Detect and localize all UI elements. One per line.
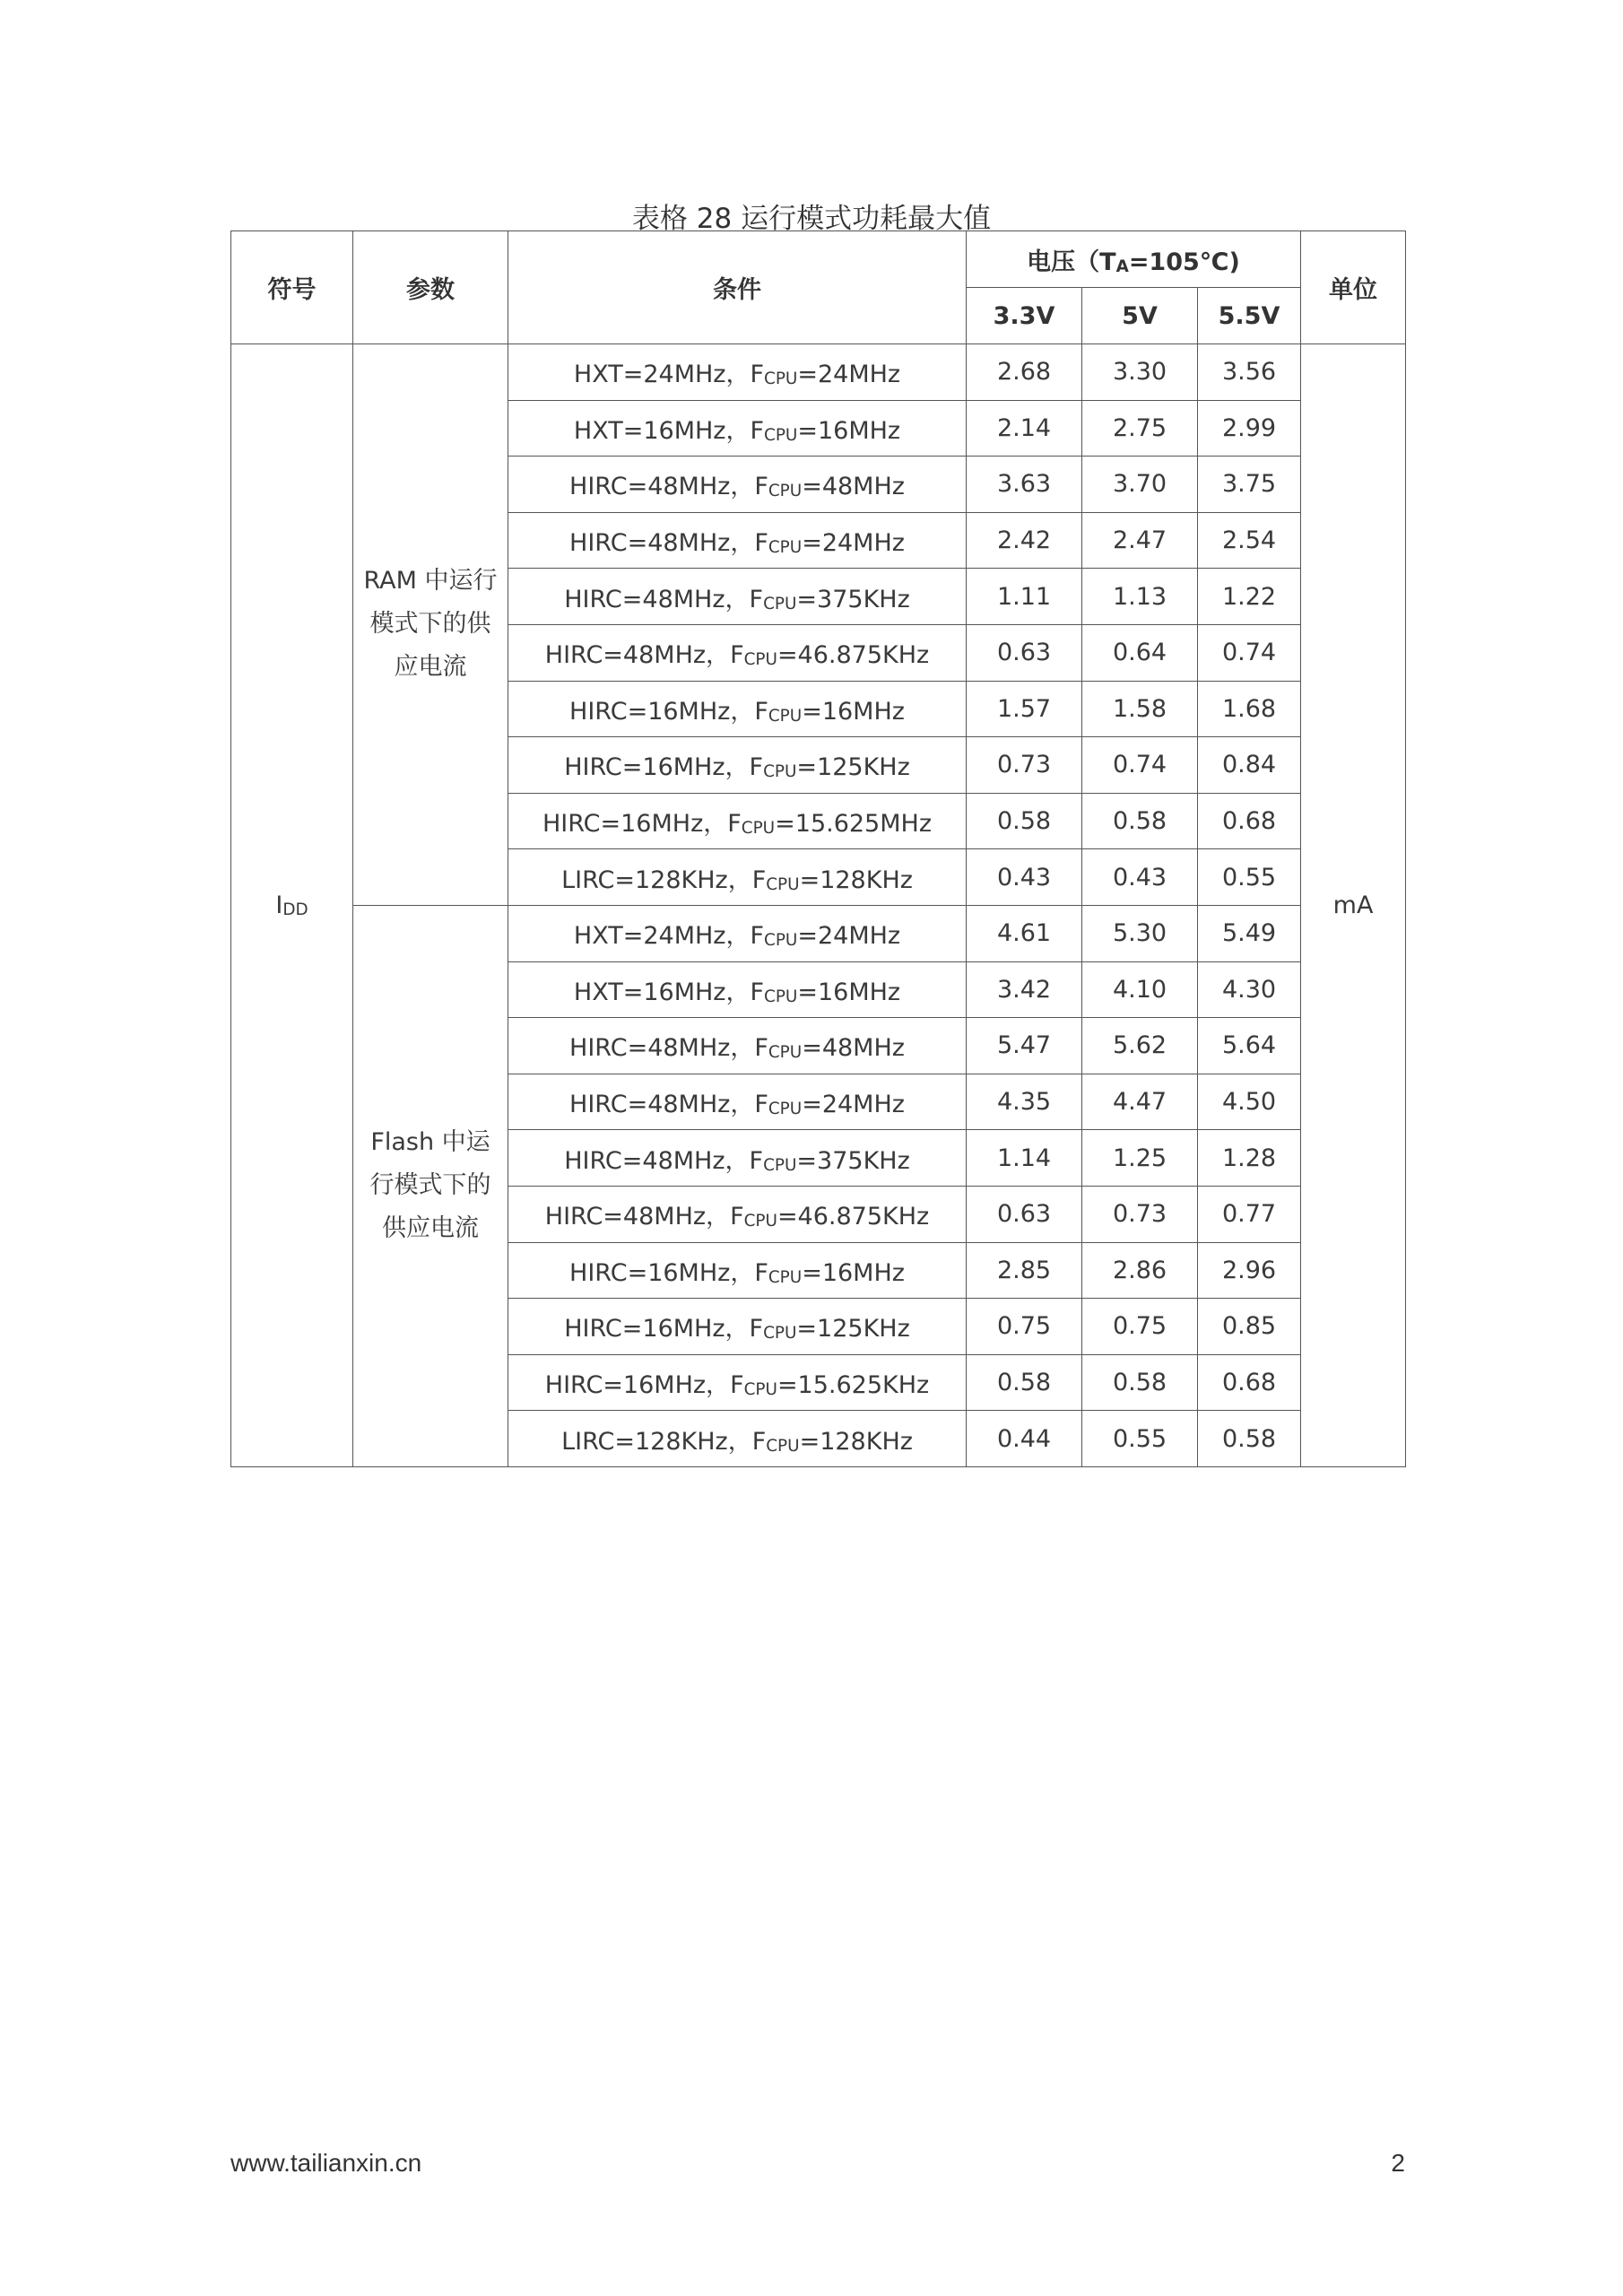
value-5v: 2.47 bbox=[1082, 512, 1198, 569]
value-5v: 5.30 bbox=[1082, 905, 1198, 961]
fcpu-label-sub: CPU bbox=[768, 1268, 803, 1287]
table-body bbox=[231, 344, 1406, 1467]
condition-cell bbox=[508, 512, 967, 569]
header-symbol: 符号 bbox=[231, 231, 353, 344]
value-3v3: 2.85 bbox=[967, 1242, 1082, 1299]
value-3v3: 0.58 bbox=[967, 1354, 1082, 1411]
value-5v5: 5.64 bbox=[1198, 1018, 1301, 1074]
fcpu-value: =375KHz bbox=[796, 585, 910, 613]
fcpu-value: =24MHz bbox=[802, 1091, 905, 1119]
table-row bbox=[231, 344, 1406, 401]
fcpu-value: =125KHz bbox=[796, 753, 910, 782]
fcpu-value: =125KHz bbox=[796, 1315, 910, 1344]
clock-source: HXT=16MHz， bbox=[573, 978, 751, 1006]
table-row bbox=[231, 905, 1406, 961]
condition-cell bbox=[508, 1186, 967, 1242]
value-5v: 0.58 bbox=[1082, 793, 1198, 849]
value-5v5: 3.75 bbox=[1198, 457, 1301, 513]
fcpu-value: =46.875KHz bbox=[777, 641, 930, 670]
clock-source: HIRC=16MHz， bbox=[564, 753, 750, 782]
clock-source: HXT=24MHz， bbox=[573, 922, 751, 951]
value-5v: 5.62 bbox=[1082, 1018, 1198, 1074]
condition-cell bbox=[508, 849, 967, 906]
condition-cell bbox=[508, 905, 967, 961]
fcpu-value: =48MHz bbox=[802, 473, 905, 501]
value-3v3: 0.43 bbox=[967, 849, 1082, 906]
value-5v: 0.55 bbox=[1082, 1411, 1198, 1467]
value-5v5: 0.68 bbox=[1198, 793, 1301, 849]
fcpu-label: F bbox=[727, 810, 742, 839]
fcpu-label-sub: CPU bbox=[763, 594, 797, 613]
value-5v: 0.75 bbox=[1082, 1299, 1198, 1355]
clock-source: HIRC=48MHz， bbox=[544, 1203, 731, 1231]
clock-source: HIRC=16MHz， bbox=[542, 810, 728, 839]
value-3v3: 0.63 bbox=[967, 1186, 1082, 1242]
fcpu-label: F bbox=[754, 1034, 768, 1063]
value-5v5: 0.77 bbox=[1198, 1186, 1301, 1242]
value-5v: 1.13 bbox=[1082, 569, 1198, 625]
fcpu-value: =16MHz bbox=[802, 1258, 905, 1287]
fcpu-label: F bbox=[750, 978, 764, 1006]
condition-cell bbox=[508, 1242, 967, 1299]
condition-cell bbox=[508, 681, 967, 737]
value-5v5: 0.85 bbox=[1198, 1299, 1301, 1355]
condition-cell bbox=[508, 1299, 967, 1355]
value-5v5: 4.30 bbox=[1198, 961, 1301, 1018]
fcpu-value: =48MHz bbox=[802, 1034, 905, 1063]
value-5v5: 0.84 bbox=[1198, 737, 1301, 794]
condition-cell bbox=[508, 1130, 967, 1187]
value-5v5: 3.56 bbox=[1198, 344, 1301, 401]
condition-cell bbox=[508, 1354, 967, 1411]
clock-source: HIRC=48MHz， bbox=[569, 1034, 755, 1063]
clock-source: HIRC=16MHz， bbox=[564, 1315, 750, 1344]
fcpu-label: F bbox=[750, 416, 764, 445]
fcpu-value: =16MHz bbox=[797, 416, 901, 445]
value-5v5: 4.50 bbox=[1198, 1074, 1301, 1130]
header-v33: 3.3V bbox=[967, 288, 1082, 344]
clock-source: HIRC=48MHz， bbox=[569, 473, 755, 501]
header-voltage-suffix: =105℃) bbox=[1128, 248, 1240, 276]
condition-cell bbox=[508, 569, 967, 625]
value-5v: 3.30 bbox=[1082, 344, 1198, 401]
value-5v5: 5.49 bbox=[1198, 905, 1301, 961]
fcpu-value: =15.625MHz bbox=[775, 810, 933, 839]
value-5v5: 0.55 bbox=[1198, 849, 1301, 906]
value-3v3: 2.42 bbox=[967, 512, 1082, 569]
value-3v3: 1.57 bbox=[967, 681, 1082, 737]
clock-source: HIRC=16MHz， bbox=[544, 1370, 731, 1399]
fcpu-label: F bbox=[754, 529, 768, 558]
fcpu-label-sub: CPU bbox=[768, 1043, 803, 1063]
fcpu-value: =16MHz bbox=[802, 697, 905, 726]
symbol-main: I bbox=[275, 891, 283, 919]
fcpu-label-sub: CPU bbox=[768, 707, 803, 726]
value-5v: 4.47 bbox=[1082, 1074, 1198, 1130]
fcpu-label-sub: CPU bbox=[768, 538, 803, 558]
value-5v: 1.25 bbox=[1082, 1130, 1198, 1187]
fcpu-label-sub: CPU bbox=[743, 1212, 777, 1231]
fcpu-value: =46.875KHz bbox=[777, 1203, 930, 1231]
header-v5: 5V bbox=[1082, 288, 1198, 344]
clock-source: HXT=16MHz， bbox=[573, 416, 751, 445]
condition-cell bbox=[508, 457, 967, 513]
table-caption: 表格 28 运行模式功耗最大值 bbox=[631, 203, 992, 235]
fcpu-label-sub: CPU bbox=[766, 1436, 800, 1456]
header-voltage bbox=[967, 231, 1301, 288]
parameter-label: RAM 中运行模式下的供应电流 bbox=[363, 567, 498, 682]
fcpu-label-sub: CPU bbox=[763, 1324, 797, 1344]
fcpu-label: F bbox=[754, 1258, 768, 1287]
header-parameter: 参数 bbox=[353, 231, 508, 344]
value-5v: 2.86 bbox=[1082, 1242, 1198, 1299]
fcpu-label-sub: CPU bbox=[766, 874, 800, 894]
value-5v: 0.43 bbox=[1082, 849, 1198, 906]
value-5v5: 2.96 bbox=[1198, 1242, 1301, 1299]
value-5v: 4.10 bbox=[1082, 961, 1198, 1018]
parameter-cell bbox=[353, 905, 508, 1466]
fcpu-label: F bbox=[730, 641, 744, 670]
condition-cell bbox=[508, 344, 967, 401]
footer-url: www.tailianxin.cn bbox=[230, 2149, 422, 2177]
value-3v3: 2.68 bbox=[967, 344, 1082, 401]
fcpu-label-sub: CPU bbox=[764, 987, 798, 1007]
fcpu-value: =24MHz bbox=[797, 922, 901, 951]
fcpu-label: F bbox=[754, 697, 768, 726]
value-5v: 0.64 bbox=[1082, 624, 1198, 681]
value-3v3: 0.63 bbox=[967, 624, 1082, 681]
header-v55: 5.5V bbox=[1198, 288, 1301, 344]
fcpu-label-sub: CPU bbox=[768, 1100, 803, 1119]
value-5v5: 0.68 bbox=[1198, 1354, 1301, 1411]
fcpu-label-sub: CPU bbox=[763, 762, 797, 782]
fcpu-label-sub: CPU bbox=[743, 1380, 777, 1400]
value-5v5: 2.99 bbox=[1198, 400, 1301, 457]
header-condition: 条件 bbox=[508, 231, 967, 344]
fcpu-value: =24MHz bbox=[802, 529, 905, 558]
clock-source: LIRC=128KHz， bbox=[561, 865, 752, 894]
value-5v: 1.58 bbox=[1082, 681, 1198, 737]
fcpu-label-sub: CPU bbox=[764, 931, 798, 951]
value-5v5: 1.68 bbox=[1198, 681, 1301, 737]
fcpu-label: F bbox=[730, 1203, 744, 1231]
header-voltage-sub: A bbox=[1115, 257, 1129, 276]
page-number: 2 bbox=[1391, 2149, 1405, 2177]
fcpu-label: F bbox=[749, 585, 764, 613]
fcpu-value: =128KHz bbox=[799, 1427, 913, 1456]
value-3v3: 0.73 bbox=[967, 737, 1082, 794]
condition-cell bbox=[508, 793, 967, 849]
value-3v3: 0.75 bbox=[967, 1299, 1082, 1355]
fcpu-label: F bbox=[749, 1146, 764, 1175]
condition-cell bbox=[508, 624, 967, 681]
value-5v5: 0.74 bbox=[1198, 624, 1301, 681]
clock-source: HIRC=48MHz， bbox=[569, 529, 755, 558]
clock-source: HIRC=16MHz， bbox=[569, 1258, 755, 1287]
clock-source: HIRC=48MHz， bbox=[544, 641, 731, 670]
value-5v: 0.74 bbox=[1082, 737, 1198, 794]
fcpu-label: F bbox=[754, 1091, 768, 1119]
fcpu-value: =24MHz bbox=[797, 361, 901, 389]
value-3v3: 5.47 bbox=[967, 1018, 1082, 1074]
fcpu-label: F bbox=[751, 1427, 767, 1456]
condition-cell bbox=[508, 400, 967, 457]
unit-cell: mA bbox=[1301, 344, 1406, 1467]
value-3v3: 3.42 bbox=[967, 961, 1082, 1018]
condition-cell bbox=[508, 1018, 967, 1074]
header-voltage-prefix: 电压（T bbox=[1027, 248, 1116, 276]
clock-source: HXT=24MHz， bbox=[573, 361, 751, 389]
value-3v3: 2.14 bbox=[967, 400, 1082, 457]
clock-source: HIRC=16MHz， bbox=[569, 697, 755, 726]
condition-cell bbox=[508, 961, 967, 1018]
parameter-cell bbox=[353, 344, 508, 906]
clock-source: HIRC=48MHz， bbox=[564, 1146, 750, 1175]
value-5v5: 0.58 bbox=[1198, 1411, 1301, 1467]
condition-cell bbox=[508, 1411, 967, 1467]
fcpu-value: =375KHz bbox=[796, 1146, 910, 1175]
symbol-sub: DD bbox=[282, 900, 308, 920]
value-3v3: 4.35 bbox=[967, 1074, 1082, 1130]
fcpu-label-sub: CPU bbox=[768, 482, 803, 501]
fcpu-label-sub: CPU bbox=[764, 370, 798, 389]
value-5v5: 1.28 bbox=[1198, 1130, 1301, 1187]
value-5v: 2.75 bbox=[1082, 400, 1198, 457]
value-5v5: 2.54 bbox=[1198, 512, 1301, 569]
fcpu-label: F bbox=[749, 753, 764, 782]
fcpu-label: F bbox=[750, 922, 764, 951]
value-5v5: 1.22 bbox=[1198, 569, 1301, 625]
fcpu-value: =16MHz bbox=[797, 978, 901, 1006]
value-3v3: 3.63 bbox=[967, 457, 1082, 513]
value-5v: 3.70 bbox=[1082, 457, 1198, 513]
value-3v3: 1.11 bbox=[967, 569, 1082, 625]
fcpu-label-sub: CPU bbox=[763, 1155, 797, 1175]
value-3v3: 4.61 bbox=[967, 905, 1082, 961]
parameter-label: Flash 中运行模式下的供应电流 bbox=[369, 1128, 491, 1243]
fcpu-label-sub: CPU bbox=[764, 426, 798, 446]
value-3v3: 1.14 bbox=[967, 1130, 1082, 1187]
fcpu-label: F bbox=[754, 473, 768, 501]
fcpu-label: F bbox=[749, 1315, 764, 1344]
clock-source: HIRC=48MHz， bbox=[564, 585, 750, 613]
condition-cell bbox=[508, 1074, 967, 1130]
fcpu-label: F bbox=[751, 865, 767, 894]
fcpu-value: =128KHz bbox=[799, 865, 913, 894]
fcpu-value: =15.625KHz bbox=[777, 1370, 930, 1399]
value-3v3: 0.44 bbox=[967, 1411, 1082, 1467]
fcpu-label-sub: CPU bbox=[743, 650, 777, 670]
fcpu-label: F bbox=[730, 1370, 744, 1399]
fcpu-label-sub: CPU bbox=[741, 819, 776, 839]
condition-cell bbox=[508, 737, 967, 794]
symbol-cell bbox=[231, 344, 353, 1467]
header-row bbox=[231, 231, 1406, 288]
clock-source: LIRC=128KHz， bbox=[561, 1427, 752, 1456]
header-unit: 单位 bbox=[1301, 231, 1406, 344]
fcpu-label: F bbox=[750, 361, 764, 389]
value-5v: 0.73 bbox=[1082, 1186, 1198, 1242]
clock-source: HIRC=48MHz， bbox=[569, 1091, 755, 1119]
power-consumption-table bbox=[230, 230, 1406, 1467]
value-5v: 0.58 bbox=[1082, 1354, 1198, 1411]
value-3v3: 0.58 bbox=[967, 793, 1082, 849]
